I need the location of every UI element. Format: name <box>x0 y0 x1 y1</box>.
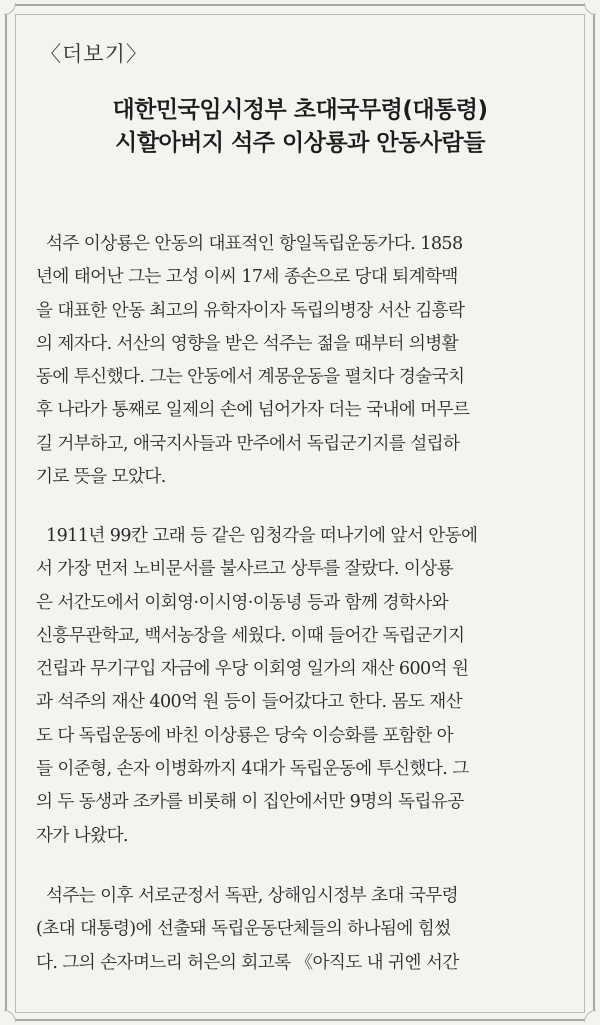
text-line: 을 대표한 안동 최고의 유학자이자 독립의병장 서산 김흥락 <box>36 300 465 321</box>
text-line: 석주 이상룡은 안동의 대표적인 항일독립운동가다. 1858 <box>36 234 463 254</box>
text-line: 후 나라가 통째로 일제의 손에 넘어가자 더는 국내에 머무르 <box>36 400 470 421</box>
paragraph-3 <box>36 880 564 980</box>
inner-border <box>15 14 585 1013</box>
text-line: 동에 투신했다. 그는 안동에서 계몽운동을 펼치다 경술국치 <box>36 367 465 388</box>
text-line: 1911년 99칸 고래 등 같은 임청각을 떠나기에 앞서 안동에 <box>36 526 478 546</box>
text-line: 기로 뜻을 모았다. <box>36 467 166 488</box>
text-line: 들 이준형, 손자 이병화까지 4대가 독립운동에 투신했다. 그 <box>36 759 469 780</box>
title-line-2: 시할아버지 석주 이상룡과 안동사람들 <box>114 130 485 156</box>
more-label: 〈더보기〉 <box>40 42 148 66</box>
text-line: 의 두 동생과 조카를 비롯해 이 집안에서만 9명의 독립유공 <box>36 792 464 813</box>
text-line: 서 가장 먼저 노비문서를 불사르고 상투를 잘랐다. 이상룡 <box>36 559 454 580</box>
text-line: 다. 그의 손자며느리 허은의 회고록 《아직도 내 귀엔 서간 <box>36 952 459 973</box>
text-line: (초대 대통령)에 선출돼 독립운동단체들의 하나됨에 힘썼 <box>36 919 451 940</box>
text-line: 신흥무관학교, 백서농장을 세웠다. 이때 들어간 독립군기지 <box>36 625 465 646</box>
paragraph-2 <box>36 520 564 853</box>
text-line: 과 석주의 재산 400억 원 등이 들어갔다고 한다. 몸도 재산 <box>36 692 463 713</box>
title-line-1: 대한민국임시정부 초대국무령(대통령) <box>112 97 488 123</box>
text-line: 자가 나왔다. <box>36 825 128 846</box>
text-line: 석주는 이후 서로군정서 독판, 상해임시정부 초대 국무령 <box>36 886 459 906</box>
paragraph-1 <box>36 228 564 494</box>
text-line: 건립과 무기구입 자금에 우당 이회영 일가의 재산 600억 원 <box>36 659 469 680</box>
text-line: 년에 태어난 그는 고성 이씨 17세 종손으로 당대 퇴계학맥 <box>36 267 458 288</box>
text-line: 길 거부하고, 애국지사들과 만주에서 독립군기지를 설립하 <box>36 433 460 454</box>
text-line: 도 다 독립운동에 바친 이상룡은 당숙 이승화를 포함한 아 <box>36 725 454 746</box>
text-line: 의 제자다. 서산의 영향을 받은 석주는 젊을 때부터 의병활 <box>36 333 459 354</box>
text-line: 은 서간도에서 이회영·이시영·이동녕 등과 함께 경학사와 <box>36 592 449 613</box>
